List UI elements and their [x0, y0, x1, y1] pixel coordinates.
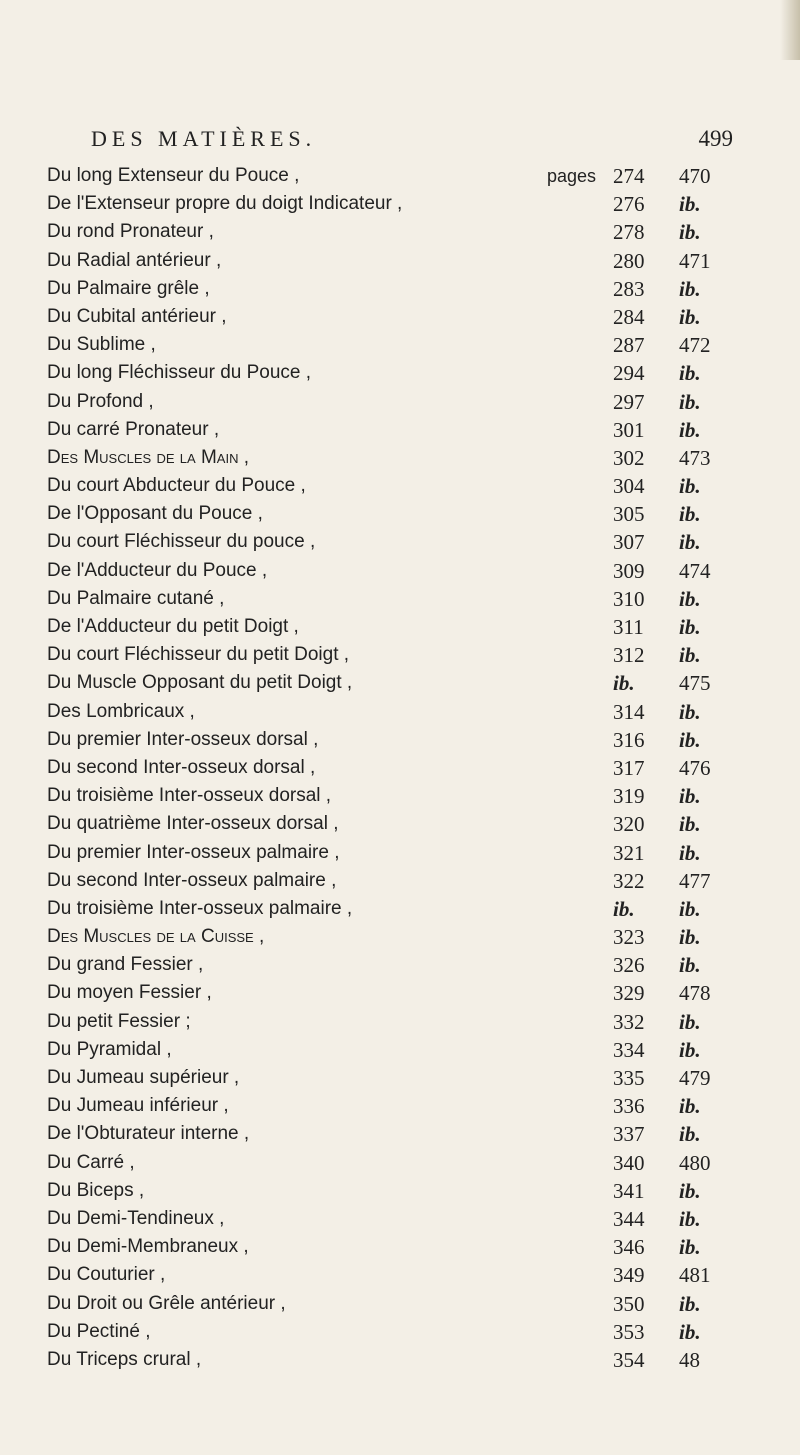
page-ref-primary: 312	[613, 643, 645, 668]
entry-label: Du long Fléchisseur du Pouce ,	[47, 362, 312, 384]
entry-label: Du Muscle Opposant du petit Doigt ,	[47, 672, 353, 694]
index-row	[47, 1205, 782, 1233]
index-row	[47, 754, 782, 782]
index-row	[47, 1092, 782, 1120]
index-row	[47, 923, 782, 951]
index-row	[47, 1008, 782, 1036]
page-ref-secondary: ib.	[679, 530, 701, 555]
entry-label: Du Sublime ,	[47, 334, 156, 356]
page-ref-secondary: ib.	[679, 1037, 701, 1062]
index-row	[47, 782, 782, 810]
page-ref-secondary: ib.	[679, 812, 701, 837]
page-ref-primary: 316	[613, 727, 645, 752]
page-ref-secondary: 479	[679, 1066, 711, 1090]
page-ref-secondary: ib.	[679, 643, 701, 668]
page-ref-primary: 350	[613, 1291, 645, 1316]
entry-label: Du petit Fessier ;	[47, 1010, 191, 1032]
page-ref-secondary: 478	[679, 981, 711, 1006]
index-row	[47, 669, 782, 697]
page-ref-secondary: 481	[679, 1263, 711, 1288]
page-ref-secondary: ib.	[679, 502, 701, 527]
page-ref-secondary: ib.	[679, 417, 701, 442]
entry-label: De l'Adducteur du Pouce ,	[47, 559, 268, 581]
index-row	[47, 641, 782, 669]
entry-label: Des Muscles de la Main ,	[47, 446, 250, 468]
page-ref-primary: 349	[613, 1263, 645, 1288]
entry-label: Du Radial antérieur ,	[47, 249, 222, 271]
page-ref-primary: 280	[613, 248, 645, 273]
entry-label: Du rond Pronateur ,	[47, 221, 214, 243]
page-ref-secondary: ib.	[679, 586, 701, 611]
entry-label: Du Carré ,	[47, 1151, 135, 1173]
index-row	[47, 698, 782, 726]
entry-label: Du Pyramidal ,	[47, 1038, 172, 1060]
index-row	[47, 218, 782, 246]
entry-label: Du Droit ou Grêle antérieur ,	[47, 1292, 286, 1314]
entry-label: Du Palmaire grêle ,	[47, 277, 210, 299]
entry-label: Du Cubital antérieur ,	[47, 305, 227, 327]
page-ref-primary: 332	[613, 1009, 645, 1034]
index-row	[47, 1036, 782, 1064]
index-row	[47, 500, 782, 528]
index-row	[47, 726, 782, 754]
page-ref-primary: 354	[613, 1347, 645, 1372]
page-ref-secondary: 472	[679, 333, 711, 358]
page-ref-primary: 321	[613, 840, 645, 865]
page-ref-primary: 311	[613, 615, 644, 639]
index-row	[47, 613, 782, 641]
entry-label: Du quatrième Inter-osseux dorsal ,	[47, 813, 339, 835]
page-ref-secondary: ib.	[679, 389, 701, 414]
entry-label: Des Muscles de la Cuisse ,	[47, 926, 265, 948]
page-ref-secondary: ib.	[679, 1291, 701, 1316]
index-row	[47, 359, 782, 387]
page-ref-primary: 334	[613, 1037, 645, 1062]
entry-label: De l'Obturateur interne ,	[47, 1123, 250, 1145]
index-row	[47, 331, 782, 359]
index-row	[47, 190, 782, 218]
header-title: DES MATIÈRES.	[91, 126, 317, 151]
page-ref-secondary: ib.	[679, 1235, 701, 1260]
page-ref-primary: 314	[613, 699, 645, 724]
entry-label: Du Couturier ,	[47, 1264, 166, 1286]
page-ref-primary: 326	[613, 953, 645, 978]
page-ref-secondary: ib.	[679, 1178, 701, 1203]
entry-label: Du court Fléchisseur du pouce ,	[47, 531, 316, 553]
page-ref-primary: 274	[613, 164, 645, 188]
page-ref-secondary: ib.	[679, 220, 701, 245]
entry-label: Du Palmaire cutané ,	[47, 587, 225, 609]
index-row	[47, 1318, 782, 1346]
entry-label: Du premier Inter-osseux palmaire ,	[47, 841, 340, 863]
index-row	[47, 1177, 782, 1205]
entry-label: Du premier Inter-osseux dorsal ,	[47, 728, 319, 750]
page-ref-secondary: ib.	[679, 1122, 701, 1147]
entry-label: Du troisième Inter-osseux dorsal ,	[47, 785, 332, 807]
index-row	[47, 810, 782, 838]
page-ref-primary: 287	[613, 333, 645, 358]
index-row	[47, 1261, 782, 1289]
pages-label: pages	[547, 166, 597, 186]
entry-label: Du second Inter-osseux palmaire ,	[47, 869, 337, 891]
page-ref-primary: 278	[613, 220, 645, 245]
page-ref-secondary: ib.	[679, 615, 701, 639]
page-ref-primary: 302	[613, 445, 645, 470]
page-ref-secondary: ib.	[679, 699, 701, 724]
entry-label: Du second Inter-osseux dorsal ,	[47, 756, 316, 778]
page-ref-primary: 322	[613, 868, 645, 893]
index-row	[47, 472, 782, 500]
page-ref-primary: 341	[613, 1178, 645, 1203]
entry-label: Du Pectiné ,	[47, 1320, 151, 1342]
page-ref-primary: 309	[613, 558, 645, 583]
page-ref-secondary: ib.	[679, 840, 701, 865]
entry-label: De l'Adducteur du petit Doigt ,	[47, 616, 299, 637]
page-ref-primary: 319	[613, 784, 645, 809]
index-row	[47, 951, 782, 979]
page-ref-secondary: ib.	[679, 361, 701, 386]
header-page-number: 499	[698, 126, 733, 151]
page-ref-primary: 337	[613, 1122, 645, 1147]
index-row	[47, 557, 782, 585]
index-row	[47, 1120, 782, 1148]
page-ref-secondary: 470	[679, 164, 711, 188]
index-table	[47, 162, 782, 1374]
page-ref-secondary: 475	[679, 671, 711, 696]
entry-label: Du Biceps ,	[47, 1179, 145, 1201]
index-row	[47, 388, 782, 416]
page-edge-shadow	[780, 0, 800, 60]
page-ref-primary: 276	[613, 192, 645, 217]
page-ref-secondary: ib.	[679, 953, 701, 978]
page-ref-secondary: ib.	[679, 304, 701, 329]
page-ref-secondary: ib.	[679, 1319, 701, 1344]
page-ref-primary: 346	[613, 1235, 645, 1260]
page-ref-primary: 317	[613, 755, 645, 780]
entry-label: Du court Fléchisseur du petit Doigt ,	[47, 644, 350, 666]
page-ref-primary: ib.	[613, 671, 635, 696]
page-ref-primary: 336	[613, 1094, 645, 1119]
index-row	[47, 867, 782, 895]
page-ref-secondary: ib.	[679, 925, 701, 950]
page-ref-primary: 304	[613, 474, 645, 499]
entry-label: Des Lombricaux ,	[47, 700, 195, 722]
entry-label: Du moyen Fessier ,	[47, 982, 212, 1004]
index-row	[47, 1064, 782, 1092]
page-ref-primary: 294	[613, 361, 645, 386]
index-row	[47, 1346, 782, 1374]
index-row	[47, 444, 782, 472]
entry-label: Du carré Pronateur ,	[47, 418, 220, 440]
page-ref-secondary: 480	[679, 1150, 711, 1175]
page-ref-primary: 307	[613, 530, 645, 555]
page-ref-secondary: 477	[679, 868, 711, 893]
entry-label: De l'Extenseur propre du doigt Indicateur ,	[47, 193, 403, 215]
entry-label: Du court Abducteur du Pouce ,	[47, 475, 306, 497]
index-row	[47, 839, 782, 867]
index-row	[47, 895, 782, 923]
page-ref-secondary: 48	[679, 1347, 700, 1372]
page-ref-primary: 329	[613, 981, 645, 1006]
page-ref-primary: ib.	[613, 896, 635, 921]
entry-label: Du troisième Inter-osseux palmaire ,	[47, 897, 353, 919]
page-ref-primary: 320	[613, 812, 645, 837]
page-ref-primary: 353	[613, 1319, 645, 1344]
page-ref-primary: 305	[613, 502, 645, 527]
page-ref-primary: 301	[613, 417, 645, 442]
page-ref-secondary: ib.	[679, 276, 701, 301]
running-header	[91, 126, 751, 152]
page-ref-secondary: ib.	[679, 1094, 701, 1119]
index-row	[47, 247, 782, 275]
page-ref-primary: 340	[613, 1150, 645, 1175]
page-ref-secondary: ib.	[679, 784, 701, 809]
entry-label: Du Triceps crural ,	[47, 1348, 202, 1370]
index-row	[47, 162, 782, 190]
entry-label: Du long Extenseur du Pouce ,	[47, 165, 300, 186]
entry-label: Du Demi-Tendineux ,	[47, 1207, 225, 1229]
page-ref-primary: 344	[613, 1206, 645, 1231]
page-ref-secondary: ib.	[679, 192, 701, 217]
entry-label: De l'Opposant du Pouce ,	[47, 503, 263, 525]
entry-label: Du Jumeau supérieur ,	[47, 1067, 240, 1088]
page-ref-primary: 283	[613, 276, 645, 301]
index-row	[47, 1149, 782, 1177]
index-row	[47, 416, 782, 444]
page-ref-primary: 310	[613, 586, 645, 611]
entry-label: Du Jumeau inférieur ,	[47, 1095, 229, 1117]
page-ref-secondary: 473	[679, 445, 711, 470]
index-row	[47, 1290, 782, 1318]
index-row	[47, 303, 782, 331]
index-row	[47, 585, 782, 613]
page-ref-secondary: 476	[679, 755, 711, 780]
page-ref-primary: 323	[613, 925, 645, 950]
page-ref-secondary: ib.	[679, 474, 701, 499]
page-ref-primary: 297	[613, 389, 645, 414]
page-ref-secondary: ib.	[679, 727, 701, 752]
page-ref-secondary: 474	[679, 558, 711, 583]
page-ref-secondary: 471	[679, 248, 711, 273]
index-row	[47, 1233, 782, 1261]
page-ref-secondary: ib.	[679, 896, 701, 921]
page-ref-primary: 284	[613, 304, 645, 329]
index-row	[47, 979, 782, 1007]
index-row	[47, 528, 782, 556]
entry-label: Du Demi-Membraneux ,	[47, 1236, 249, 1258]
page-ref-secondary: ib.	[679, 1009, 701, 1034]
page-ref-primary: 335	[613, 1066, 645, 1090]
index-row	[47, 275, 782, 303]
entry-label: Du grand Fessier ,	[47, 954, 204, 976]
page-ref-secondary: ib.	[679, 1206, 701, 1231]
entry-label: Du Profond ,	[47, 390, 154, 412]
